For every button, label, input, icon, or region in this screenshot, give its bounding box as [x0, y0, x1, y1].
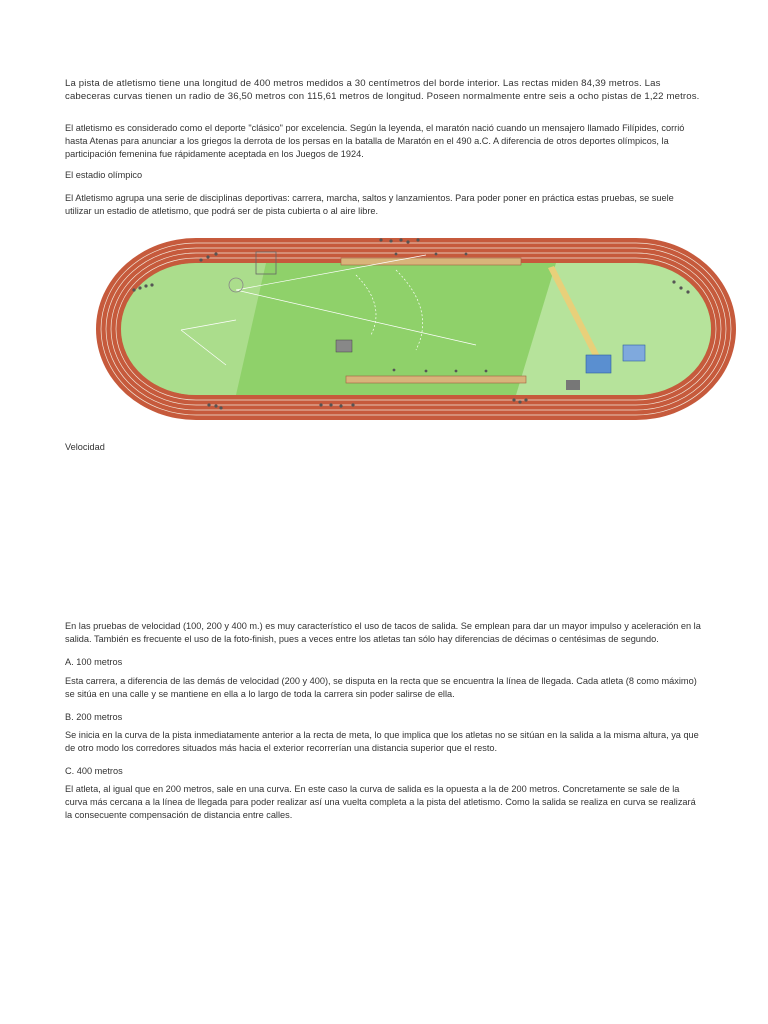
stadium-illustration: [96, 230, 738, 420]
equipment-box: [336, 340, 352, 352]
paragraph-sprint-intro: En las pruebas de velocidad (100, 200 y 400 m.) es muy característico el uso de tacos de salida. Se emplean para dar un mayor impulso y aceleración en la salida. También es frecuente el uso de la foto-finish, pues a veces entre los atletas tan sólo hay diferencias de décimas o centésimas de segundo.: [65, 621, 701, 644]
heading-100m: A. 100 metros: [65, 657, 123, 667]
pole-vault-mat: [586, 355, 611, 373]
heading-velocidad: Velocidad: [65, 442, 105, 452]
long-jump-runway-bottom: [346, 376, 526, 383]
paragraph-athletics-history: El atletismo es considerado como el deporte "clásico" por excelencia. Según la leyenda, el maratón nació cuando un mensajero llamado Filípides, corrió hasta Atenas para anunciar a los griegos la derrota de los persas en la batalla de Maratón en el 490 a.C. A diferencia de otros deportes olímpicos, la participación femenina fue rápidamente aceptada en los Juegos de 1924.: [65, 123, 685, 159]
equipment-box-2: [566, 380, 580, 390]
high-jump-mat: [623, 345, 645, 361]
paragraph-track-length: La pista de atletismo tiene una longitud de 400 metros medidos a 30 centímetros del borde interior. Las rectas miden 84,39 metros. Las cabeceras curvas tienen un radio de 36,50 metros con 115,61 metros de longitud. Poseen normalmente entre seis a ocho pistas de 1,22 metros.: [65, 78, 700, 102]
heading-400m: C. 400 metros: [65, 766, 123, 776]
paragraph-disciplines: El Atletismo agrupa una serie de disciplinas deportivas: carrera, marcha, saltos y lanzamientos. Para poder poner en práctica estas pruebas, se suele utilizar un estadio de atletismo, que podrá ser de pista cubierta o al aire libre.: [65, 193, 674, 216]
heading-olympic-stadium: El estadio olímpico: [65, 170, 143, 180]
long-jump-runway-top: [341, 258, 521, 265]
paragraph-400m: El atleta, al igual que en 200 metros, sale en una curva. En este caso la curva de salida es la opuesta a la de 200 metros. Concretamente se sale de la curva más cercana a la línea de llegada para poder realizar así una vuelta completa a la pista del atletismo. Como la salida se realiza en curva se realizará la consecuente compensación de distancia entre calles.: [65, 784, 696, 820]
paragraph-100m: Esta carrera, a diferencia de las demás de velocidad (200 y 400), se disputa en la recta que se encuentra la línea de llegada. Cada atleta (8 como máximo) se sitúa en una calle y se mantiene en ella a lo largo de toda la carrera sin poder salirse de ella.: [65, 676, 697, 699]
paragraph-200m: Se inicia en la curva de la pista inmediatamente anterior a la recta de meta, lo que implica que los atletas no se sitúan en la salida a la misma altura, ya que de otro modo los corredores situados más hacia el exterior recorrerían una distancia superior que el resto.: [65, 730, 699, 753]
heading-200m: B. 200 metros: [65, 712, 123, 722]
